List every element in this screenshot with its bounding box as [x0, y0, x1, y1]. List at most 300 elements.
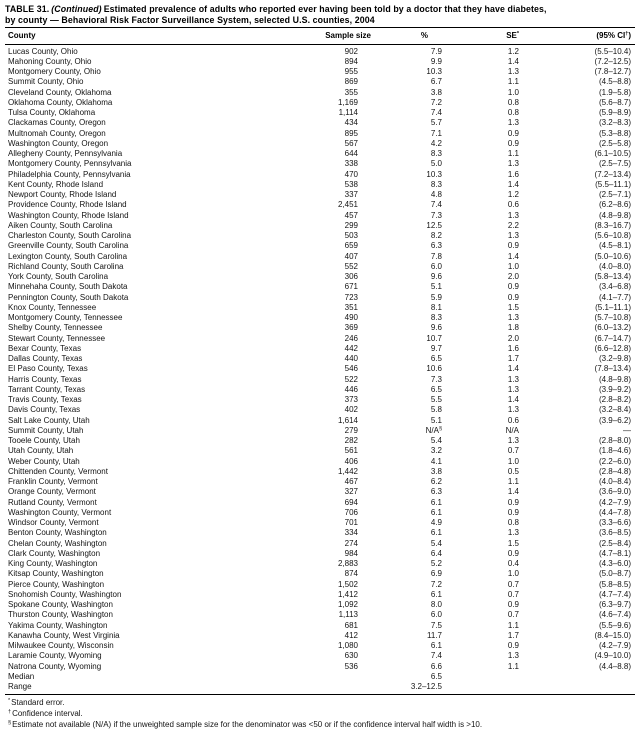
cell-percent: 7.2 — [430, 579, 442, 589]
table-row — [5, 539, 635, 549]
table-row — [5, 313, 635, 323]
cell-county: Washington County, Vermont — [8, 507, 112, 517]
cell-se: 2.2 — [507, 220, 519, 230]
cell-percent: 6.9 — [430, 569, 442, 579]
cell-se: 0.7 — [507, 610, 519, 620]
cell-county: Clackamas County, Oregon — [8, 118, 106, 128]
cell-se: 1.4 — [507, 251, 519, 261]
table-row — [5, 436, 635, 446]
cell-percent: 4.9 — [430, 518, 442, 528]
table-row — [5, 282, 635, 292]
cell-percent: 6.5 — [430, 671, 442, 681]
se-footnote-marker: * — [516, 31, 519, 38]
table-row — [5, 446, 635, 456]
cell-ci: (5.8–8.5) — [598, 579, 631, 589]
cell-county: Range — [5, 682, 288, 694]
cell-percent: 7.5 — [430, 620, 442, 630]
cell-se: 0.9 — [507, 292, 519, 302]
cell-ci: (3.4–6.8) — [598, 282, 631, 292]
cell-ci: (2.8–8.2) — [598, 395, 631, 405]
cell-sample-size: 402 — [344, 405, 358, 415]
cell-percent: 7.3 — [430, 210, 442, 220]
cell-county: Charleston County, South Carolina — [8, 231, 132, 241]
cell-ci: (5.6–8.7) — [598, 97, 631, 107]
cell-se: 0.9 — [507, 241, 519, 251]
cell-percent: 5.4 — [430, 538, 442, 548]
cell-ci: (7.2–13.4) — [594, 169, 631, 179]
cell-se: 1.1 — [507, 620, 519, 630]
table-row — [5, 252, 635, 262]
cell-sample-size: 338 — [344, 159, 358, 169]
cell-se: 1.3 — [507, 384, 519, 394]
cell-ci: (4.4–8.8) — [598, 661, 631, 671]
cell-county: Median — [8, 671, 35, 681]
cell-sample-size: 412 — [344, 630, 358, 640]
cell-sample-size: 681 — [344, 620, 358, 630]
prevalence-table — [5, 27, 635, 695]
cell-se: 0.9 — [507, 641, 519, 651]
cell-ci: (3.9–9.2) — [598, 384, 631, 394]
cell-county: Kanawha County, West Virginia — [8, 630, 120, 640]
cell-percent: 10.6 — [426, 364, 442, 374]
cell-ci: (4.7–7.4) — [598, 589, 631, 599]
table-row — [5, 67, 635, 77]
cell-ci: (1.8–4.6) — [598, 446, 631, 456]
cell-ci: (2.2–6.0) — [598, 456, 631, 466]
cell-sample-size: 706 — [344, 507, 358, 517]
cell-percent: 6.5 — [430, 384, 442, 394]
cell-county: Montgomery County, Pennsylvania — [8, 159, 132, 169]
table-row — [5, 139, 635, 149]
cell-ci: (4.7–8.1) — [598, 548, 631, 558]
column-header-sample-size — [288, 28, 371, 45]
table-row — [5, 477, 635, 487]
cell-county: Spokane County, Washington — [8, 600, 113, 610]
cell-se: 0.8 — [507, 518, 519, 528]
title-line-2: by county — Behavioral Risk Factor Surveillance System, selected U.S. counties, 2004 — [5, 14, 375, 25]
cell-ci — [519, 672, 635, 682]
cell-percent: 6.1 — [430, 507, 442, 517]
cell-ci: (2.8–8.0) — [598, 436, 631, 446]
cell-se: 2.0 — [507, 333, 519, 343]
cell-sample-size: 1,114 — [338, 108, 358, 118]
cell-ci: (2.5–5.8) — [598, 138, 631, 148]
cell-sample-size: 1,092 — [337, 600, 358, 610]
footnotes — [5, 698, 635, 730]
cell-se — [442, 682, 519, 694]
cell-sample-size: 337 — [344, 190, 358, 200]
table-row — [5, 231, 635, 241]
cell-sample-size: 694 — [344, 497, 358, 507]
cell-sample-size: 503 — [344, 231, 358, 241]
cell-percent: 5.2 — [430, 559, 442, 569]
table-row — [5, 416, 635, 426]
cell-sample-size: 546 — [344, 364, 358, 374]
cell-percent: 10.3 — [426, 169, 442, 179]
cell-se: 0.7 — [507, 579, 519, 589]
table-row — [5, 498, 635, 508]
cell-county: Weber County, Utah — [8, 456, 80, 466]
table-row — [5, 303, 635, 313]
cell-ci: (6.6–12.8) — [594, 343, 631, 353]
cell-ci: (6.1–10.5) — [594, 149, 631, 159]
cell-se: 1.3 — [507, 210, 519, 220]
cell-county: Aiken County, South Carolina — [8, 220, 113, 230]
cell-se: 1.6 — [507, 169, 519, 179]
table-row — [5, 323, 635, 333]
cell-percent: 3.8 — [430, 87, 442, 97]
cell-county: Richland County, South Carolina — [8, 261, 124, 271]
cell-se: 0.9 — [507, 600, 519, 610]
continued-label: (Continued) — [51, 4, 102, 14]
table-body — [5, 45, 635, 695]
cell-county: Snohomish County, Washington — [8, 589, 122, 599]
table-row — [5, 528, 635, 538]
cell-sample-size: 671 — [344, 282, 358, 292]
cell-ci: (2.5–7.5) — [598, 159, 631, 169]
cell-ci: (4.9–10.0) — [594, 651, 631, 661]
cell-percent: 11.7 — [427, 630, 442, 640]
cell-county: Cleveland County, Oklahoma — [8, 87, 112, 97]
cell-sample-size: 434 — [344, 118, 358, 128]
footnote-marker-asterisk: * — [8, 697, 11, 704]
cell-se: 1.3 — [507, 405, 519, 415]
cell-sample-size: 351 — [344, 302, 358, 312]
cell-ci: (5.5–11.1) — [595, 179, 631, 189]
cell-ci: (5.1–11.1) — [595, 302, 631, 312]
cell-sample-size: 467 — [344, 477, 358, 487]
cell-se: 1.3 — [507, 436, 519, 446]
cell-percent: 7.4 — [430, 651, 442, 661]
cell-percent: 6.0 — [430, 261, 442, 271]
cell-sample-size: 538 — [344, 179, 358, 189]
footnote-marker-section: § — [8, 719, 12, 726]
cell-se: 1.4 — [507, 487, 519, 497]
cell-sample-size: 874 — [344, 569, 358, 579]
cell-ci: (5.5–9.6) — [598, 620, 631, 630]
table-row — [5, 159, 635, 169]
cell-percent: 8.3 — [430, 313, 442, 323]
cell-sample-size: 1,412 — [337, 589, 358, 599]
table-row — [5, 682, 635, 694]
cell-sample-size: 355 — [344, 87, 358, 97]
cell-percent: 5.8 — [430, 405, 442, 415]
cell-ci: (5.0–8.7) — [598, 569, 631, 579]
cell-percent: 4.2 — [430, 138, 442, 148]
cell-county: Pierce County, Washington — [8, 579, 105, 589]
cell-se: 0.9 — [507, 282, 519, 292]
cell-county: Tulsa County, Oklahoma — [8, 108, 96, 118]
cell-county: Oklahoma County, Oklahoma — [8, 97, 113, 107]
cell-se: N/A — [505, 425, 519, 435]
cell-ci: (5.5–10.4) — [594, 46, 631, 56]
cell-percent: 7.2 — [430, 97, 442, 107]
cell-sample-size: 1,113 — [338, 610, 358, 620]
cell-percent: 8.0 — [430, 600, 442, 610]
cell-percent: 8.2 — [430, 231, 442, 241]
cell-sample-size: 279 — [344, 425, 358, 435]
cell-county: Franklin County, Vermont — [8, 477, 98, 487]
cell-ci: (4.6–7.4) — [598, 610, 631, 620]
cell-ci: (4.5–8.8) — [598, 77, 631, 87]
cell-ci: (4.3–6.0) — [598, 559, 631, 569]
table-row — [5, 457, 635, 467]
cell-county: Clark County, Washington — [8, 548, 101, 558]
cell-county: Davis County, Texas — [8, 405, 81, 415]
cell-percent: 5.1 — [430, 282, 442, 292]
cell-se: 1.3 — [507, 159, 519, 169]
cell-sample-size: 282 — [344, 436, 358, 446]
cell-se: 0.9 — [507, 128, 519, 138]
cell-county: King County, Washington — [8, 559, 98, 569]
cell-county: Philadelphia County, Pennsylvania — [8, 169, 131, 179]
cell-ci: (4.2–7.9) — [598, 497, 631, 507]
cell-percent: 4.8 — [430, 190, 442, 200]
table-row — [5, 180, 635, 190]
cell-ci: (6.2–8.6) — [598, 200, 631, 210]
cell-percent: 9.6 — [430, 272, 442, 282]
cell-county: Kitsap County, Washington — [8, 569, 104, 579]
table-row — [5, 569, 635, 579]
cell-percent: 3.2–12.5 — [358, 682, 442, 694]
cell-county: Summit County, Utah — [8, 425, 84, 435]
column-header-county — [5, 28, 288, 45]
table-row — [5, 580, 635, 590]
cell-percent: 6.3 — [430, 241, 442, 251]
cell-ci: (4.5–8.1) — [598, 241, 631, 251]
table-row — [5, 364, 635, 374]
cell-percent: 7.1 — [430, 128, 442, 138]
cell-ci: (5.7–10.8) — [594, 313, 631, 323]
cell-percent: 3.2 — [430, 446, 442, 456]
cell-se: 0.6 — [507, 415, 519, 425]
table-row — [5, 45, 635, 57]
cell-ci: (3.3–6.6) — [598, 518, 631, 528]
cell-percent: 10.3 — [426, 67, 442, 77]
cell-se: 0.4 — [507, 559, 519, 569]
column-header-sample-size-label: Sample size — [325, 31, 371, 41]
cell-county: El Paso County, Texas — [8, 364, 88, 374]
cell-se: 0.6 — [507, 200, 519, 210]
cell-county: Yakima County, Washington — [8, 620, 108, 630]
cell-ci: (6.3–9.7) — [598, 600, 631, 610]
cell-se: 1.7 — [507, 630, 519, 640]
table-row — [5, 467, 635, 477]
cell-county: Montgomery County, Ohio — [8, 67, 101, 77]
table-row — [5, 487, 635, 497]
cell-sample-size: 457 — [344, 210, 358, 220]
table-row — [5, 426, 635, 436]
cell-ci: (7.2–12.5) — [594, 56, 631, 66]
cell-county: York County, South Carolina — [8, 272, 109, 282]
table-row — [5, 672, 635, 682]
cell-se: 1.3 — [507, 651, 519, 661]
cell-percent: 9.6 — [430, 323, 442, 333]
table-row — [5, 559, 635, 569]
cell-se: 1.1 — [507, 661, 519, 671]
cell-percent: 6.7 — [430, 77, 442, 87]
table-row — [5, 200, 635, 210]
cell-percent: 9.9 — [430, 56, 442, 66]
cell-county: Natrona County, Wyoming — [8, 661, 102, 671]
cell-se: 1.0 — [507, 569, 519, 579]
cell-sample-size: 327 — [344, 487, 358, 497]
cell-ci: (3.2–8.3) — [598, 118, 631, 128]
cell-sample-size — [288, 682, 358, 694]
cell-sample-size: 630 — [344, 651, 358, 661]
cell-county: Salt Lake County, Utah — [8, 415, 90, 425]
cell-percent: 5.4 — [430, 436, 442, 446]
cell-ci: (4.0–8.0) — [598, 261, 631, 271]
footnote-standard-error — [8, 698, 635, 709]
table-row — [5, 354, 635, 364]
table-row — [5, 129, 635, 139]
cell-ci: (6.7–14.7) — [594, 333, 631, 343]
cell-county: Windsor County, Vermont — [8, 518, 99, 528]
cell-ci: (6.0–13.2) — [594, 323, 631, 333]
cell-percent: 5.7 — [430, 118, 442, 128]
table-row — [5, 590, 635, 600]
cell-se: 1.4 — [507, 179, 519, 189]
cell-sample-size: 1,169 — [337, 97, 358, 107]
cell-percent: 7.4 — [430, 108, 442, 118]
cell-county: Kent County, Rhode Island — [8, 179, 104, 189]
cell-percent: 9.7 — [430, 343, 442, 353]
cell-percent: 5.1 — [430, 415, 442, 425]
cell-county: Chelan County, Washington — [8, 538, 107, 548]
table-row — [5, 662, 635, 672]
cell-sample-size: 1,442 — [337, 466, 358, 476]
cell-percent: 5.5 — [430, 395, 442, 405]
cell-county: Tooele County, Utah — [8, 436, 80, 446]
cell-se: 1.3 — [507, 528, 519, 538]
cell-ci: (3.6–8.5) — [598, 528, 631, 538]
cell-se: 1.1 — [507, 149, 519, 159]
cell-county: Minnehaha County, South Dakota — [8, 282, 128, 292]
cell-county: Bexar County, Texas — [8, 343, 82, 353]
cell-ci: (5.3–8.8) — [598, 128, 631, 138]
cell-sample-size: 552 — [344, 261, 358, 271]
cell-ci: (4.4–7.8) — [598, 507, 631, 517]
cell-sample-size: 440 — [344, 354, 358, 364]
cell-percent: 6.3 — [430, 487, 442, 497]
table-row — [5, 508, 635, 518]
cell-sample-size: 2,451 — [337, 200, 358, 210]
cell-se: 1.0 — [507, 87, 519, 97]
cell-county: Dallas County, Texas — [8, 354, 83, 364]
table-row — [5, 98, 635, 108]
cell-se: 1.8 — [507, 323, 519, 333]
cell-ci: (3.6–9.0) — [598, 487, 631, 497]
cell-sample-size: 561 — [344, 446, 358, 456]
cell-county: Shelby County, Tennessee — [8, 323, 103, 333]
table-row — [5, 149, 635, 159]
footnote-text: Estimate not available (N/A) if the unweighted sample size for the denominator was <50 or if the confidence interval half width is >10. — [12, 719, 483, 729]
cell-sample-size: 567 — [344, 138, 358, 148]
cell-se: 1.5 — [507, 302, 519, 312]
table-row — [5, 241, 635, 251]
column-header-county-label: County — [8, 31, 36, 41]
ci-footnote-marker: † — [625, 31, 629, 38]
cell-ci: (4.2–7.9) — [598, 641, 631, 651]
cell-se: 0.9 — [507, 497, 519, 507]
cell-ci: (4.0–8.4) — [598, 477, 631, 487]
table-row — [5, 395, 635, 405]
column-header-ci — [516, 28, 635, 45]
column-header-percent-label: % — [420, 31, 428, 41]
cell-sample-size: 369 — [344, 323, 358, 333]
cell-percent: 7.8 — [430, 251, 442, 261]
cell-ci: (3.9–6.2) — [598, 415, 631, 425]
cell-ci: (3.2–8.4) — [598, 405, 631, 415]
cell-county: Washington County, Rhode Island — [8, 210, 129, 220]
cell-sample-size: 701 — [344, 518, 358, 528]
cell-ci: (2.8–4.8) — [598, 466, 631, 476]
table-header-row — [5, 28, 635, 45]
table-row — [5, 262, 635, 272]
cell-se: 1.2 — [507, 190, 519, 200]
cell-county: Lucas County, Ohio — [8, 46, 78, 56]
cell-ci: (7.8–13.4) — [594, 364, 631, 374]
cell-sample-size: 1,614 — [337, 415, 358, 425]
cell-county: Tarrant County, Texas — [8, 384, 86, 394]
cell-county: Washington County, Oregon — [8, 138, 109, 148]
cell-ci: (8.3–16.7) — [594, 220, 631, 230]
cell-se: 1.4 — [507, 364, 519, 374]
cell-sample-size: 895 — [344, 128, 358, 138]
cell-sample-size: 246 — [344, 333, 358, 343]
cell-se: 0.5 — [507, 466, 519, 476]
cell-sample-size: 299 — [344, 220, 358, 230]
cell-ci: — — [623, 425, 631, 435]
cell-county: Lexington County, South Carolina — [8, 251, 128, 261]
cell-se: 0.7 — [507, 446, 519, 456]
table-row — [5, 549, 635, 559]
cell-county: Utah County, Utah — [8, 446, 74, 456]
table-row — [5, 600, 635, 610]
cell-county: Rutland County, Vermont — [8, 497, 97, 507]
cell-ci: (5.8–13.4) — [594, 272, 631, 282]
column-header-se-label: SE* — [506, 31, 519, 41]
cell-se: 0.9 — [507, 138, 519, 148]
table-row — [5, 88, 635, 98]
table-row — [5, 621, 635, 631]
cell-se: 1.6 — [507, 343, 519, 353]
cell-se: 0.9 — [507, 548, 519, 558]
cell-percent: 6.4 — [430, 548, 442, 558]
cell-se: 1.7 — [507, 354, 519, 364]
table-title — [5, 4, 635, 25]
table-row — [5, 385, 635, 395]
cell-county: Newport County, Rhode Island — [8, 190, 117, 200]
cell-ci: (2.5–7.1) — [598, 190, 631, 200]
table-row — [5, 405, 635, 415]
cell-county: Allegheny County, Pennsylvania — [8, 149, 123, 159]
cell-se: 1.3 — [507, 313, 519, 323]
cell-se: 1.1 — [507, 77, 519, 87]
column-header-ci-label: (95% CI†) — [596, 31, 631, 41]
table-row — [5, 334, 635, 344]
cell-ci: (5.6–10.8) — [594, 231, 631, 241]
footnote-marker-dagger: † — [8, 708, 12, 715]
cell-sample-size: 373 — [344, 395, 358, 405]
cell-ci: (8.4–15.0) — [594, 630, 631, 640]
cell-county: Harris County, Texas — [8, 374, 82, 384]
cell-percent: 6.1 — [430, 589, 442, 599]
cell-county: Summit County, Ohio — [8, 77, 84, 87]
table-row — [5, 118, 635, 128]
title-line-1 — [5, 4, 635, 15]
